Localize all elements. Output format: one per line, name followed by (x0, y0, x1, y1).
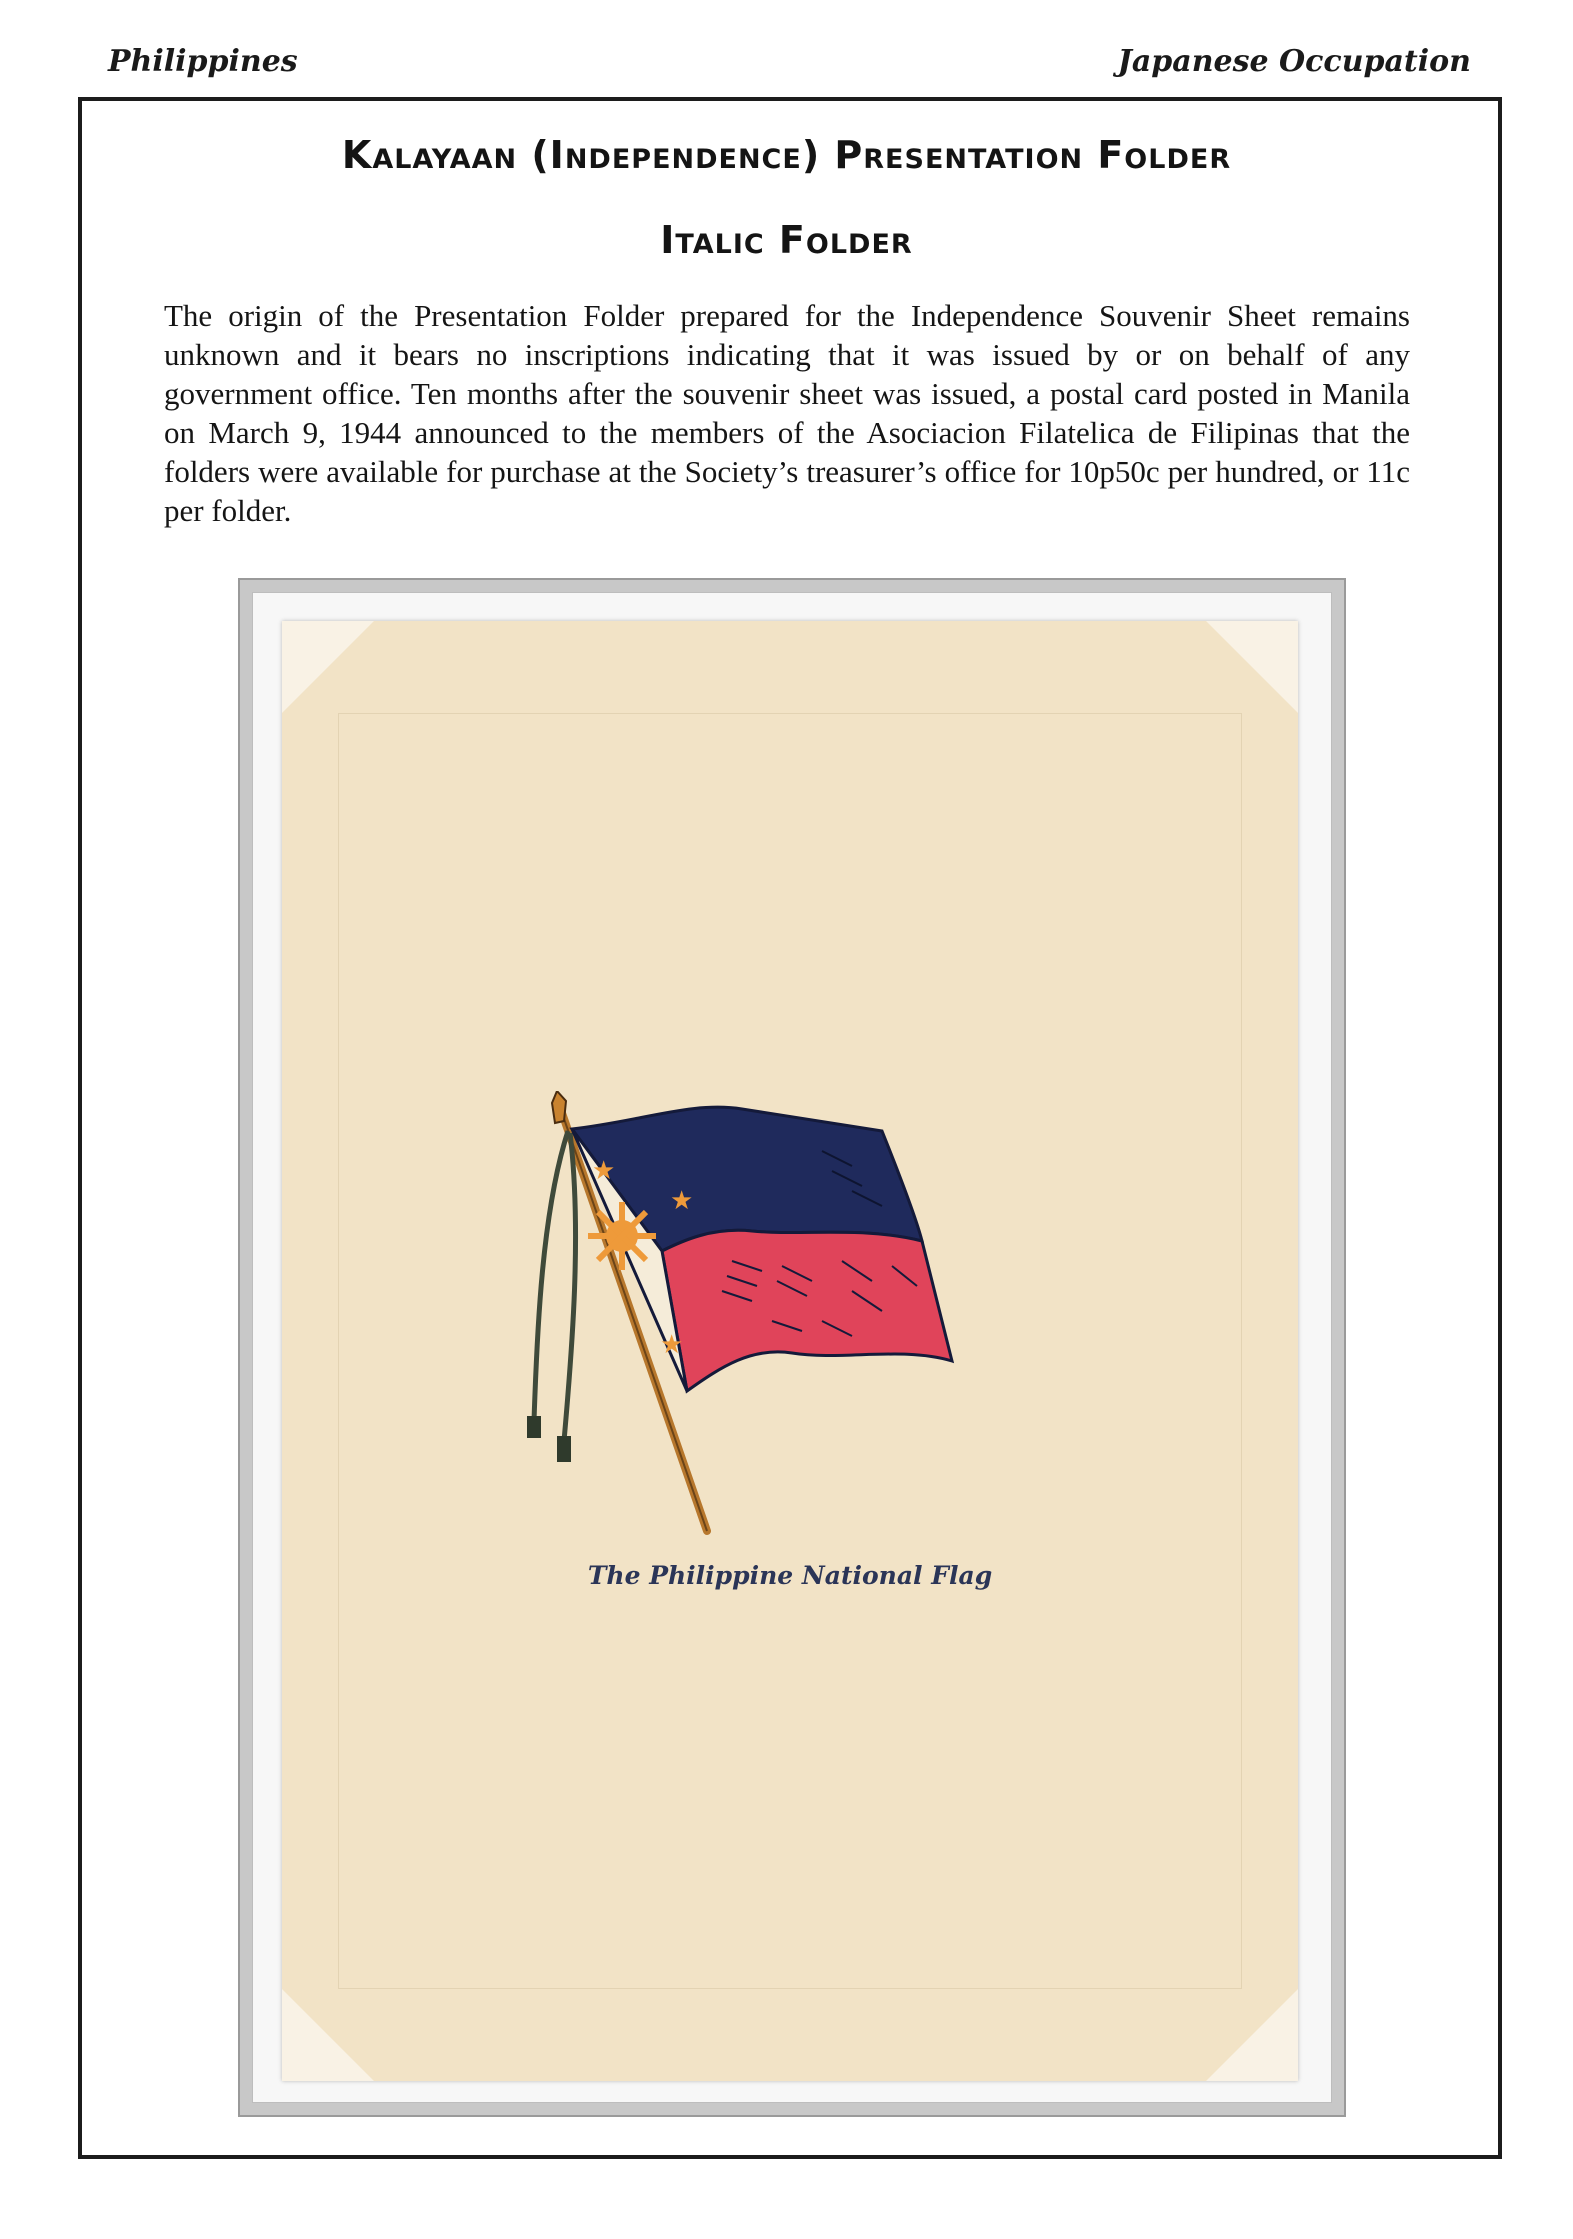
photo-corner-top-left (282, 621, 374, 713)
philippine-flag-illustration (522, 1091, 1042, 1571)
flag-caption: The Philippine National Flag (587, 1561, 993, 1590)
flag-cord-left (534, 1131, 568, 1421)
page-subtitle: Italic Folder (660, 218, 913, 262)
presentation-folder (282, 621, 1298, 2081)
flag-red-band (662, 1230, 952, 1391)
header-country: Philippines (108, 44, 298, 79)
flag-sun-icon (588, 1202, 656, 1270)
header-topic: Japanese Occupation (1117, 44, 1471, 79)
cord-tassel-right (557, 1436, 571, 1462)
cord-tassel-left (527, 1416, 541, 1438)
flag-cord-right (564, 1133, 576, 1441)
flag-star-icon-right: ★ (670, 1186, 694, 1216)
flag-star-icon-top: ★ (592, 1156, 616, 1186)
photo-corner-bottom-right (1206, 1989, 1298, 2081)
photo-corner-top-right (1206, 621, 1298, 713)
pole-finial (552, 1091, 566, 1123)
flag-star-icon-bottom: ★ (660, 1330, 684, 1360)
page-title: Kalayaan (Independence) Presentation Folder (341, 133, 1232, 177)
description-paragraph: The origin of the Presentation Folder prepared for the Independence Souvenir Sheet remains unknown and it bears no inscriptions indicating that it was issued by or on behalf of any government office. Ten months after the souvenir sheet was issued, a postal card posted in Manila on March 9, 1944 announced to the members of the Asociacion Filatelica de Filipinas that the folders were available for purchase at the Society’s treasurer’s office for 10p50c per hundred, or 11c per folder. (164, 298, 1410, 528)
photo-corner-bottom-left (282, 1989, 374, 2081)
